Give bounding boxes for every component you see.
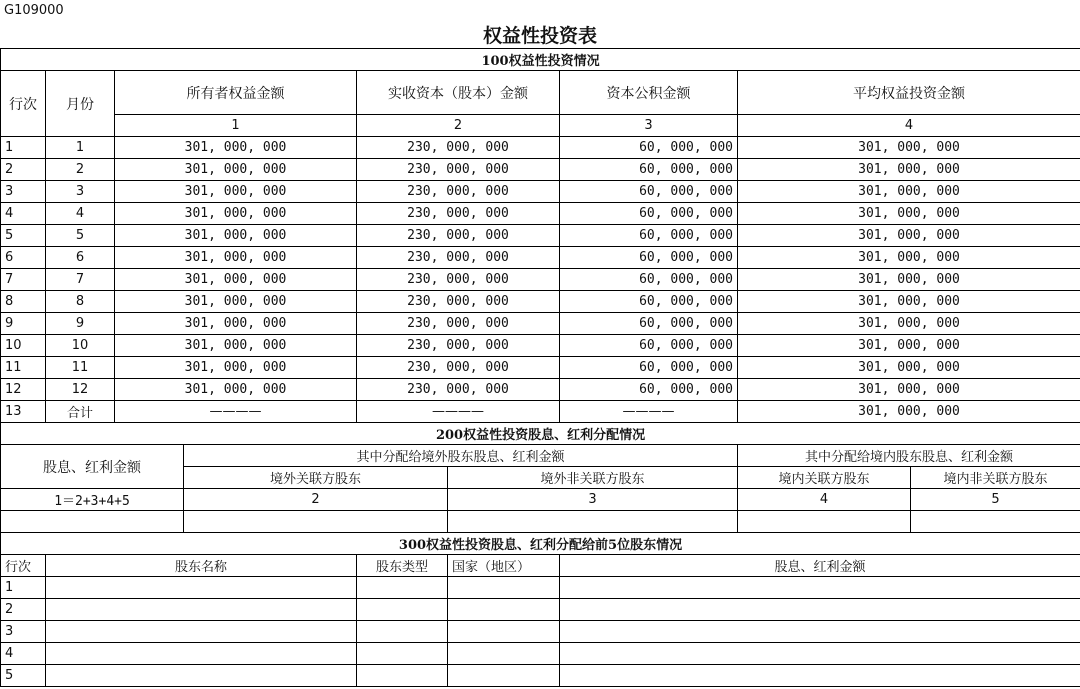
- section-200-title: 200权益性投资股息、红利分配情况: [1, 423, 1080, 445]
- equity-cell[interactable]: 301, 000, 000: [115, 379, 357, 401]
- shareholder-name-cell[interactable]: [46, 643, 357, 665]
- domestic-related-header: 境内关联方股东: [738, 467, 911, 489]
- row-no: 2: [1, 159, 46, 181]
- foreign-group-header: 其中分配给境外股东股息、红利金额: [184, 445, 738, 467]
- section-200-title-row: [1, 423, 1080, 445]
- avg-cell[interactable]: 301, 000, 000: [738, 357, 1080, 379]
- section-200-value-row: [1, 511, 1080, 533]
- month-cell: 7: [46, 269, 115, 291]
- reserve-cell[interactable]: 60, 000, 000: [560, 313, 738, 335]
- equity-cell[interactable]: 301, 000, 000: [115, 159, 357, 181]
- reserve-cell[interactable]: 60, 000, 000: [560, 203, 738, 225]
- row-no: 11: [1, 357, 46, 379]
- shareholder-name-cell[interactable]: [46, 665, 357, 687]
- paid-in-cell[interactable]: 230, 000, 000: [357, 181, 560, 203]
- col-avg-header: 平均权益投资金额: [738, 71, 1080, 115]
- month-cell: 5: [46, 225, 115, 247]
- shareholder-type-cell[interactable]: [357, 599, 448, 621]
- country-cell[interactable]: [448, 621, 560, 643]
- row-no: 4: [1, 643, 46, 665]
- row-no: 8: [1, 291, 46, 313]
- reserve-cell[interactable]: 60, 000, 000: [560, 225, 738, 247]
- month-cell: 6: [46, 247, 115, 269]
- row-no: 5: [1, 665, 46, 687]
- table-row: [1, 379, 1080, 401]
- table-row: [1, 137, 1080, 159]
- dividend-amount-cell[interactable]: [560, 577, 1080, 599]
- table-row: [1, 291, 1080, 313]
- country-header: 国家（地区）: [448, 555, 560, 577]
- paid-in-cell[interactable]: 230, 000, 000: [357, 137, 560, 159]
- avg-cell[interactable]: 301, 000, 000: [738, 159, 1080, 181]
- avg-cell[interactable]: 301, 000, 000: [738, 181, 1080, 203]
- dividend-amount-cell[interactable]: [560, 643, 1080, 665]
- table-row: [1, 643, 1080, 665]
- row-no: 9: [1, 313, 46, 335]
- reserve-cell[interactable]: 60, 000, 000: [560, 269, 738, 291]
- paid-in-cell[interactable]: 230, 000, 000: [357, 313, 560, 335]
- section-200-num-row: [1, 489, 1080, 511]
- col-num: 4: [738, 115, 1080, 137]
- equity-investment-table: [0, 48, 1080, 687]
- avg-cell[interactable]: 301, 000, 000: [738, 313, 1080, 335]
- col-num: 2: [357, 115, 560, 137]
- col-num: 2: [184, 489, 448, 511]
- foreign-unrelated-cell[interactable]: [448, 511, 738, 533]
- reserve-cell[interactable]: 60, 000, 000: [560, 159, 738, 181]
- avg-cell[interactable]: 301, 000, 000: [738, 247, 1080, 269]
- foreign-related-header: 境外关联方股东: [184, 467, 448, 489]
- col-num: 4: [738, 489, 911, 511]
- foreign-related-cell[interactable]: [184, 511, 448, 533]
- reserve-cell[interactable]: 60, 000, 000: [560, 247, 738, 269]
- foreign-unrelated-header: 境外非关联方股东: [448, 467, 738, 489]
- paid-in-cell[interactable]: 230, 000, 000: [357, 159, 560, 181]
- section-100-header-row: [1, 71, 1080, 115]
- shareholder-type-cell[interactable]: [357, 643, 448, 665]
- total-paid-in-dash: ————: [357, 401, 560, 423]
- col-month-header: 月份: [46, 71, 115, 137]
- section-200-group-row: [1, 445, 1080, 467]
- domestic-related-cell[interactable]: [738, 511, 911, 533]
- table-row: [1, 665, 1080, 687]
- table-row: [1, 577, 1080, 599]
- section-300-header-row: [1, 555, 1080, 577]
- month-cell: 2: [46, 159, 115, 181]
- month-cell: 11: [46, 357, 115, 379]
- section-100-title-row: [1, 49, 1080, 71]
- equity-cell[interactable]: 301, 000, 000: [115, 181, 357, 203]
- reserve-cell[interactable]: 60, 000, 000: [560, 379, 738, 401]
- paid-in-cell[interactable]: 230, 000, 000: [357, 269, 560, 291]
- table-row: [1, 335, 1080, 357]
- month-cell: 4: [46, 203, 115, 225]
- col-reserve-header: 资本公积金额: [560, 71, 738, 115]
- total-avg: 301, 000, 000: [738, 401, 1080, 423]
- domestic-unrelated-header: 境内非关联方股东: [911, 467, 1080, 489]
- shareholder-type-cell[interactable]: [357, 665, 448, 687]
- month-cell: 9: [46, 313, 115, 335]
- dividend-amount-header: 股息、红利金额: [1, 445, 184, 489]
- month-cell: 10: [46, 335, 115, 357]
- formula-cell: 1＝2+3+4+5: [1, 489, 184, 511]
- col-row-no-header: 行次: [1, 71, 46, 137]
- paid-in-cell[interactable]: 230, 000, 000: [357, 379, 560, 401]
- table-row: [1, 159, 1080, 181]
- total-row: [1, 401, 1080, 423]
- total-reserve-dash: ————: [560, 401, 738, 423]
- paid-in-cell[interactable]: 230, 000, 000: [357, 357, 560, 379]
- row-no: 10: [1, 335, 46, 357]
- reserve-cell[interactable]: 60, 000, 000: [560, 181, 738, 203]
- table-row: [1, 225, 1080, 247]
- col-equity-header: 所有者权益金额: [115, 71, 357, 115]
- month-cell: 1: [46, 137, 115, 159]
- reserve-cell[interactable]: 60, 000, 000: [560, 291, 738, 313]
- shareholder-type-header: 股东类型: [357, 555, 448, 577]
- avg-cell[interactable]: 301, 000, 000: [738, 291, 1080, 313]
- table-row: [1, 313, 1080, 335]
- dividend-amount-cell[interactable]: [1, 511, 184, 533]
- table-row: [1, 203, 1080, 225]
- avg-cell[interactable]: 301, 000, 000: [738, 335, 1080, 357]
- total-equity-dash: ————: [115, 401, 357, 423]
- avg-cell[interactable]: 301, 000, 000: [738, 269, 1080, 291]
- equity-cell[interactable]: 301, 000, 000: [115, 291, 357, 313]
- row-no: 7: [1, 269, 46, 291]
- month-cell: 3: [46, 181, 115, 203]
- dividend-amount-cell[interactable]: [560, 599, 1080, 621]
- country-cell[interactable]: [448, 577, 560, 599]
- table-row: [1, 599, 1080, 621]
- paid-in-cell[interactable]: 230, 000, 000: [357, 225, 560, 247]
- row-no: 4: [1, 203, 46, 225]
- col-row-no-header: 行次: [1, 555, 46, 577]
- equity-cell[interactable]: 301, 000, 000: [115, 203, 357, 225]
- dividend-amount-cell[interactable]: [560, 665, 1080, 687]
- equity-cell[interactable]: 301, 000, 000: [115, 313, 357, 335]
- equity-cell[interactable]: 301, 000, 000: [115, 225, 357, 247]
- shareholder-name-cell[interactable]: [46, 621, 357, 643]
- equity-cell[interactable]: 301, 000, 000: [115, 357, 357, 379]
- shareholder-name-cell[interactable]: [46, 577, 357, 599]
- col-paid-in-header: 实收资本（股本）金额: [357, 71, 560, 115]
- avg-cell[interactable]: 301, 000, 000: [738, 203, 1080, 225]
- reserve-cell[interactable]: 60, 000, 000: [560, 137, 738, 159]
- shareholder-type-cell[interactable]: [357, 621, 448, 643]
- table-row: [1, 269, 1080, 291]
- avg-cell[interactable]: 301, 000, 000: [738, 225, 1080, 247]
- equity-cell[interactable]: 301, 000, 000: [115, 247, 357, 269]
- row-no: 3: [1, 181, 46, 203]
- country-cell[interactable]: [448, 599, 560, 621]
- shareholder-type-cell[interactable]: [357, 577, 448, 599]
- domestic-unrelated-cell[interactable]: [911, 511, 1080, 533]
- section-300-title-row: [1, 533, 1080, 555]
- page-title: 权益性投资表: [482, 25, 597, 47]
- section-100-colnum-row: [1, 115, 1080, 137]
- row-no: 2: [1, 599, 46, 621]
- row-no: 5: [1, 225, 46, 247]
- form-code: G109000: [4, 3, 64, 18]
- row-no: 1: [1, 137, 46, 159]
- total-row-no: 13: [1, 401, 46, 423]
- total-label: 合计: [46, 401, 115, 423]
- month-cell: 8: [46, 291, 115, 313]
- section-100-title: 100权益性投资情况: [1, 49, 1080, 71]
- equity-cell[interactable]: 301, 000, 000: [115, 137, 357, 159]
- equity-cell[interactable]: 301, 000, 000: [115, 269, 357, 291]
- shareholder-name-header: 股东名称: [46, 555, 357, 577]
- col-num: 5: [911, 489, 1080, 511]
- reserve-cell[interactable]: 60, 000, 000: [560, 335, 738, 357]
- table-row: [1, 621, 1080, 643]
- paid-in-cell[interactable]: 230, 000, 000: [357, 335, 560, 357]
- reserve-cell[interactable]: 60, 000, 000: [560, 357, 738, 379]
- row-no: 12: [1, 379, 46, 401]
- paid-in-cell[interactable]: 230, 000, 000: [357, 203, 560, 225]
- country-cell[interactable]: [448, 665, 560, 687]
- col-num: 3: [560, 115, 738, 137]
- avg-cell[interactable]: 301, 000, 000: [738, 137, 1080, 159]
- col-num: 3: [448, 489, 738, 511]
- avg-cell[interactable]: 301, 000, 000: [738, 379, 1080, 401]
- paid-in-cell[interactable]: 230, 000, 000: [357, 247, 560, 269]
- month-cell: 12: [46, 379, 115, 401]
- row-no: 1: [1, 577, 46, 599]
- domestic-group-header: 其中分配给境内股东股息、红利金额: [738, 445, 1080, 467]
- col-num: 1: [115, 115, 357, 137]
- row-no: 3: [1, 621, 46, 643]
- table-row: [1, 247, 1080, 269]
- table-row: [1, 357, 1080, 379]
- dividend-amount-header: 股息、红利金额: [560, 555, 1080, 577]
- equity-cell[interactable]: 301, 000, 000: [115, 335, 357, 357]
- shareholder-name-cell[interactable]: [46, 599, 357, 621]
- row-no: 6: [1, 247, 46, 269]
- dividend-amount-cell[interactable]: [560, 621, 1080, 643]
- section-300-title: 300权益性投资股息、红利分配给前5位股东情况: [1, 533, 1080, 555]
- paid-in-cell[interactable]: 230, 000, 000: [357, 291, 560, 313]
- table-row: [1, 181, 1080, 203]
- country-cell[interactable]: [448, 643, 560, 665]
